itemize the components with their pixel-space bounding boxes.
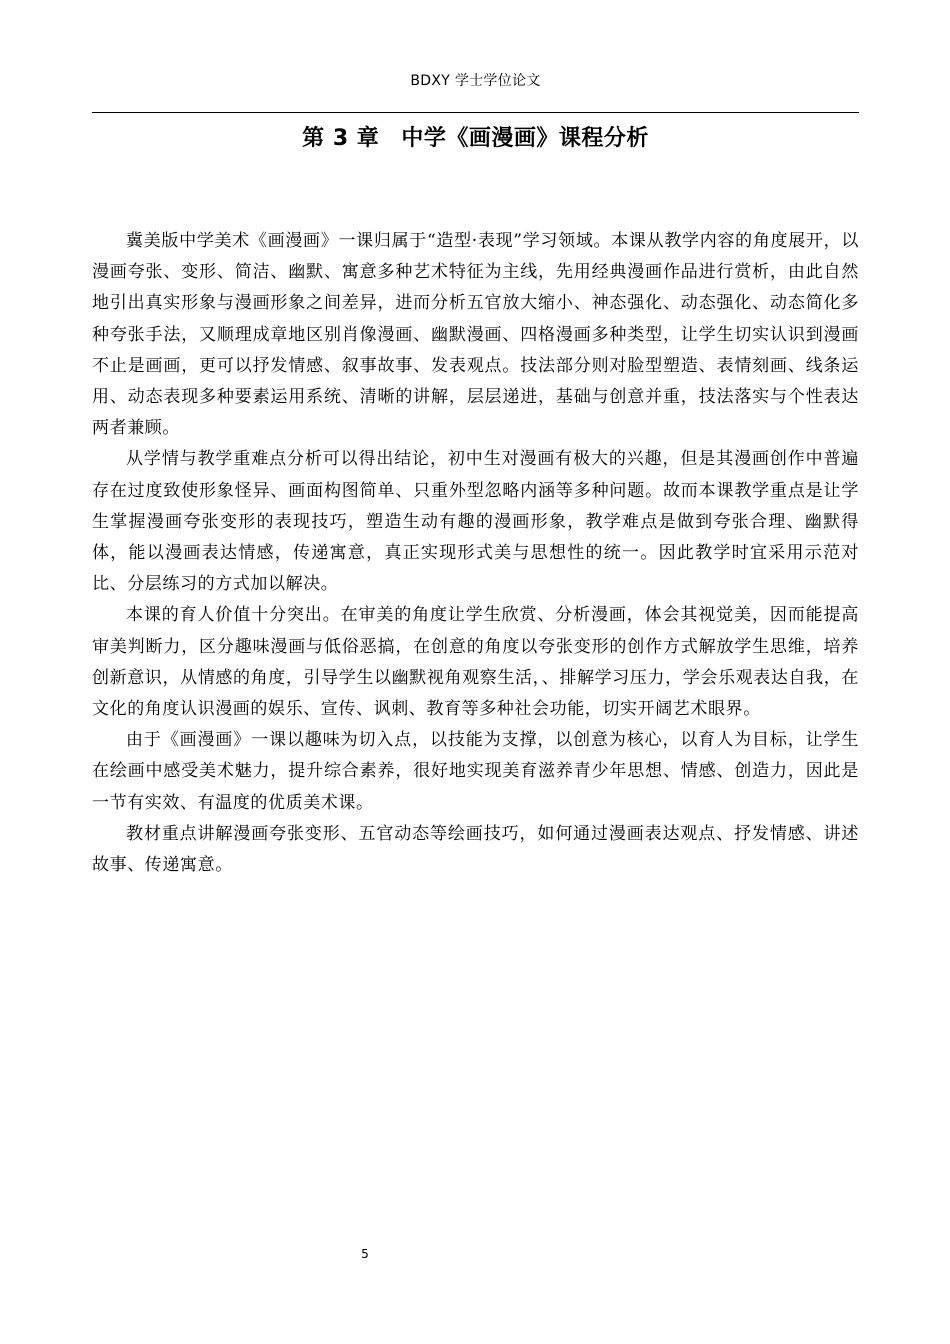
chapter-body bbox=[92, 226, 859, 881]
paragraph: 本课的育人价值十分突出。在审美的角度让学生欣赏、分析漫画，体会其视觉美，因而能提高审美判断力，区分趣味漫画与低俗恶搞，在创意的角度以夸张变形的创作方式解放学生思维，培养创新意识，从情感的角度，引导学生以幽默视角观察生活，、排解学习压力，学会乐观表达自我，在文化的角度认识漫画的娱乐、宣传、讽刺、教育等多种社会功能，切实开阔艺术眼界。 bbox=[92, 605, 859, 720]
paragraph: 由于《画漫画》一课以趣味为切入点，以技能为支撑，以创意为核心，以育人为目标，让学生在绘画中感受美术魅力，提升综合素养，很好地实现美育滋养青少年思想、情感、创造力，因此是一节有实效、有温度的优质美术课。 bbox=[92, 730, 859, 813]
chapter-heading bbox=[92, 124, 859, 154]
header-divider bbox=[92, 112, 859, 113]
chapter-label: 第 3 章 bbox=[302, 126, 380, 151]
paragraph: 冀美版中学美术《画漫画》一课归属于“造型·表现”学习领域。本课从教学内容的角度展开，以漫画夸张、变形、简洁、幽默、寓意多种艺术特征为主线，先用经典漫画作品进行赏析，由此自然地引出真实形象与漫画形象之间差异，进而分析五官放大缩小、神态强化、动态强化、动态简化多种夸张手法，又顺理成章地区别肖像漫画、幽默漫画、四格漫画多种类型，让学生切实认识到漫画不止是画画，更可以抒发情感、叙事故事、发表观点。技法部分则对脸型塑造、表情刻画、线条运用、动态表现多种要素运用系统、清晰的讲解，层层递进，基础与创意并重，技法落实与个性表达两者兼顾。 bbox=[92, 231, 859, 439]
paragraph: 教材重点讲解漫画夸张变形、五官动态等绘画技巧，如何通过漫画表达观点、抒发情感、讲述故事、传递寓意。 bbox=[92, 823, 859, 876]
chapter-title-text: 中学《画漫画》课程分析 bbox=[401, 126, 649, 151]
running-header: BDXY 学士学位论文 bbox=[410, 73, 541, 89]
page-number: 5 bbox=[361, 1247, 369, 1261]
paragraph: 从学情与教学重难点分析可以得出结论，初中生对漫画有极大的兴趣，但是其漫画创作中普遍存在过度致使形象怪异、画面构图简单、只重外型忽略内涵等多种问题。故而本课教学重点是让学生掌握漫画夸张变形的表现技巧，塑造生动有趣的漫画形象，教学难点是做到夸张合理、幽默得体，能以漫画表达情感，传递寓意，真正实现形式美与思想性的统一。因此教学时宜采用示范对比、分层练习的方式加以解决。 bbox=[92, 449, 859, 595]
